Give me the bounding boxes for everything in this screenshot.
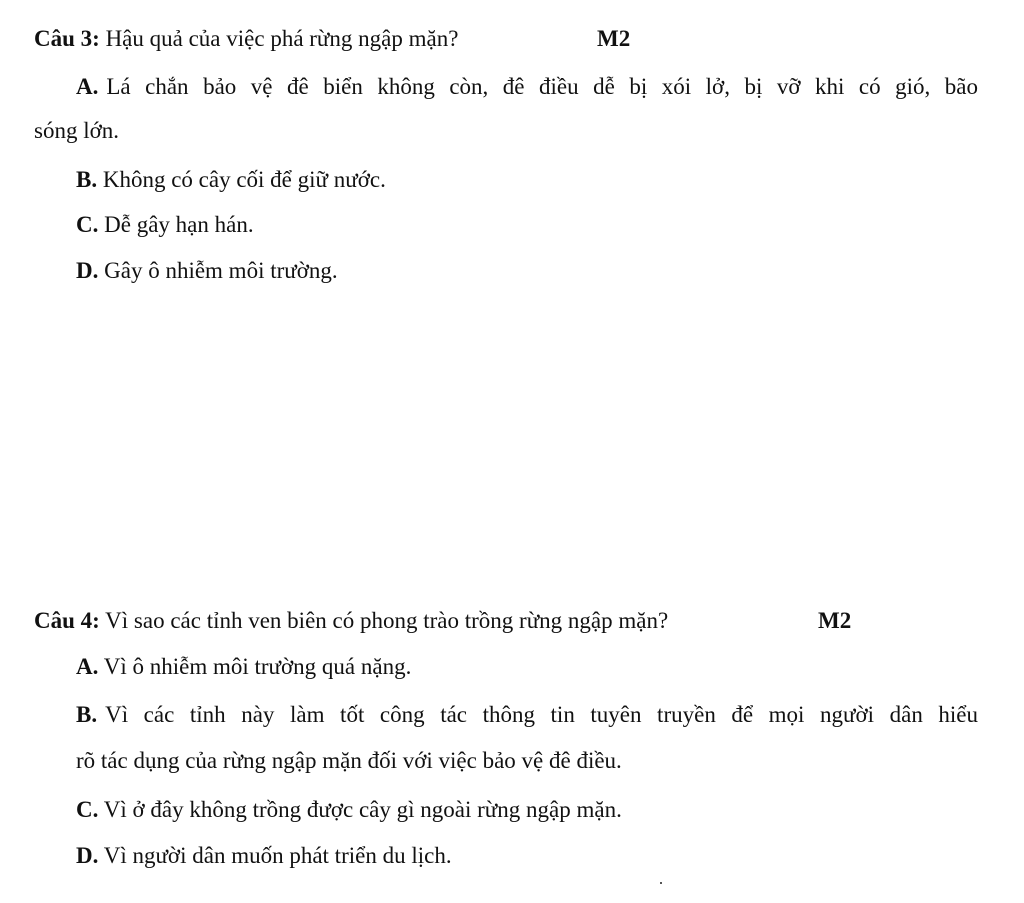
option-letter: D. xyxy=(76,258,99,283)
question-4-option-c xyxy=(76,795,622,825)
question-3-level: M2 xyxy=(597,26,631,51)
question-3-option-b xyxy=(76,165,386,195)
question-3-number: Câu 3: xyxy=(34,26,100,51)
question-4-option-a xyxy=(76,652,411,682)
option-text: Vì ở đây không trồng được cây gì ngoài rừng ngập mặn. xyxy=(103,797,622,822)
question-4-option-b xyxy=(76,700,978,730)
option-letter: B. xyxy=(76,167,98,192)
option-text: Vì ô nhiễm môi trường quá nặng. xyxy=(103,654,412,679)
question-3-option-a xyxy=(76,72,978,102)
option-letter: C. xyxy=(76,212,99,237)
question-3-option-c xyxy=(76,210,254,240)
option-letter: A. xyxy=(76,74,99,99)
option-text: Vì các tỉnh này làm tốt công tác thông tin tuyên truyền để mọi người dân hiểu xyxy=(105,702,978,727)
option-letter: A. xyxy=(76,654,99,679)
option-text: Lá chắn bảo vệ đê biển không còn, đê điều dễ bị xói lở, bị vỡ khi có gió, bão xyxy=(106,74,978,99)
question-3-text: Hậu quả của việc phá rừng ngập mặn? xyxy=(105,26,459,51)
question-4-level: M2 xyxy=(818,608,852,633)
option-text: Dễ gây hạn hán. xyxy=(104,212,254,237)
question-4-number: Câu 4: xyxy=(34,608,100,633)
question-3-option-a-continuation: sóng lớn. xyxy=(34,118,120,143)
question-4-heading xyxy=(34,606,668,636)
stray-dot xyxy=(660,882,662,884)
option-text: Không có cây cối để giữ nước. xyxy=(102,167,386,192)
option-letter: B. xyxy=(76,702,98,727)
question-4-option-b-continuation: rõ tác dụng của rừng ngập mặn đối với việc bảo vệ đê điều. xyxy=(76,748,622,773)
option-text: Gây ô nhiễm môi trường. xyxy=(104,258,338,283)
option-text: Vì người dân muốn phát triển du lịch. xyxy=(103,843,452,868)
question-3-heading xyxy=(34,24,458,54)
question-4-text: Vì sao các tỉnh ven biên có phong trào trồng rừng ngập mặn? xyxy=(105,608,669,633)
question-3-option-d xyxy=(76,256,338,286)
option-letter: C. xyxy=(76,797,99,822)
option-letter: D. xyxy=(76,843,99,868)
question-4-option-d xyxy=(76,841,452,871)
